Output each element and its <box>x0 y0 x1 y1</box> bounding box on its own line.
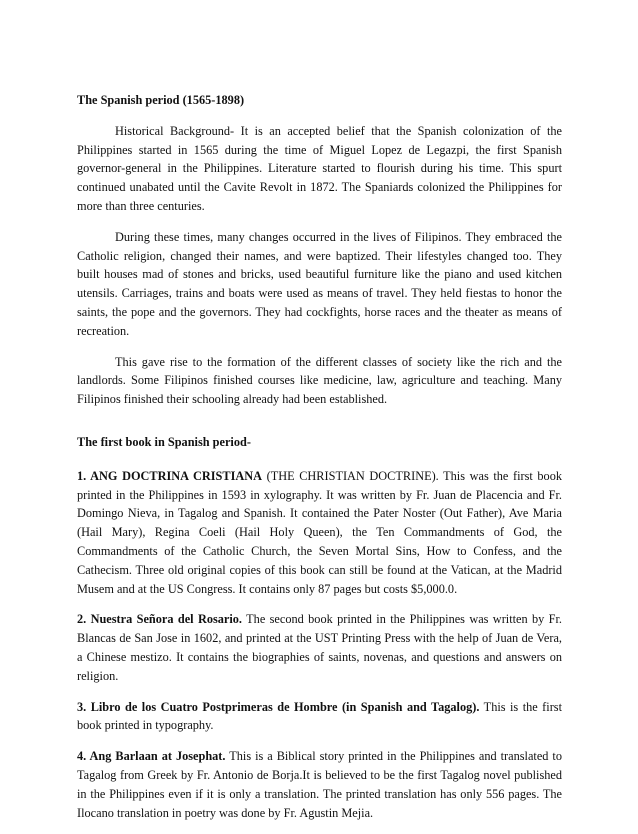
document-content <box>77 91 562 834</box>
book-item-1 <box>77 467 562 599</box>
book-heading-2: 2. Nuestra Señora del Rosario. <box>77 612 243 627</box>
book-item-3 <box>77 698 562 736</box>
book-body-1: (THE CHRISTIAN DOCTRINE). This was the first book printed in the Philippines in 1593 in xylography. It was written by Fr. Juan de Placencia and Fr. Domingo Nieva, in Tagalog and Spanish. It contained the Pater Noster (Out Father), Ave Maria (Hail Mary), Regina Coeli (Hail Holy Queen), the Ten Commandments of God, the Commandments of the Catholic Church, the Seven Mortal Sins, How to Confess, and the Cathecism. Three old original copies of this book can still be found at the Vatican, at the Madrid Musem and at the US Congress. It contains only 87 pages but costs $5,000.0. <box>77 468 562 596</box>
document-title: The Spanish period (1565-1898) <box>77 93 245 107</box>
paragraph-historical-background: Historical Background- It is an accepted belief that the Spanish colonization of the Philippines started in 1565 during the time of Miguel Lopez de Legazpi, the first Spanish governor-general in the Philippines. Literature started to flourish during his time. This spurt continued unabated until the Cavite Revolt in 1872. The Spaniards colonized the Philippines for more than three centuries. <box>77 123 562 213</box>
book-item-4 <box>77 747 562 822</box>
book-heading-1: 1. ANG DOCTRINA CRISTIANA <box>77 468 262 483</box>
paragraph-changes: During these times, many changes occurred in the lives of Filipinos. They embraced the Catholic religion, changed their names, and were baptized. Their lifestyles changed too. They built houses mad of stones and bricks, used beautiful furniture like the piano and used kitchen utensils. Carriages, trains and boats were used as means of travel. They held fiestas to honor the saints, the pope and the governors. They had cockfights, horse races and the theater as means of recreation. <box>77 229 562 338</box>
book-heading-4: 4. Ang Barlaan at Josephat. <box>77 749 226 764</box>
book-body-3: This is the first book printed in typography. <box>77 699 562 733</box>
book-body-4: This is a Biblical story printed in the Philippines and translated to Tagalog from Greek by Fr. Antonio de Borja.It is believed to be the first Tagalog novel published in the Philippines even if it is only a translation. The printed translation has only 556 pages. The Ilocano translation in poetry was done by Fr. Agustin Mejia. <box>77 749 562 820</box>
section-title-first-book: The first book in Spanish period- <box>77 434 251 449</box>
book-item-2 <box>77 610 562 685</box>
book-body-2: The second book printed in the Philippines was written by Fr. Blancas de San Jose in 1602, and printed at the UST Printing Press with the help of Juan de Vera, a Chinese mestizo. It contains the biographies of saints, novenas, and questions and answers on religion. <box>77 612 562 683</box>
paragraph-classes: This gave rise to the formation of the different classes of society like the rich and the landlords. Some Filipinos finished courses like medicine, law, agriculture and teaching. Many Filipinos finished their schooling already had been established. <box>77 354 562 407</box>
book-heading-3: 3. Libro de los Cuatro Postprimeras de Hombre (in Spanish and Tagalog). <box>77 699 480 714</box>
